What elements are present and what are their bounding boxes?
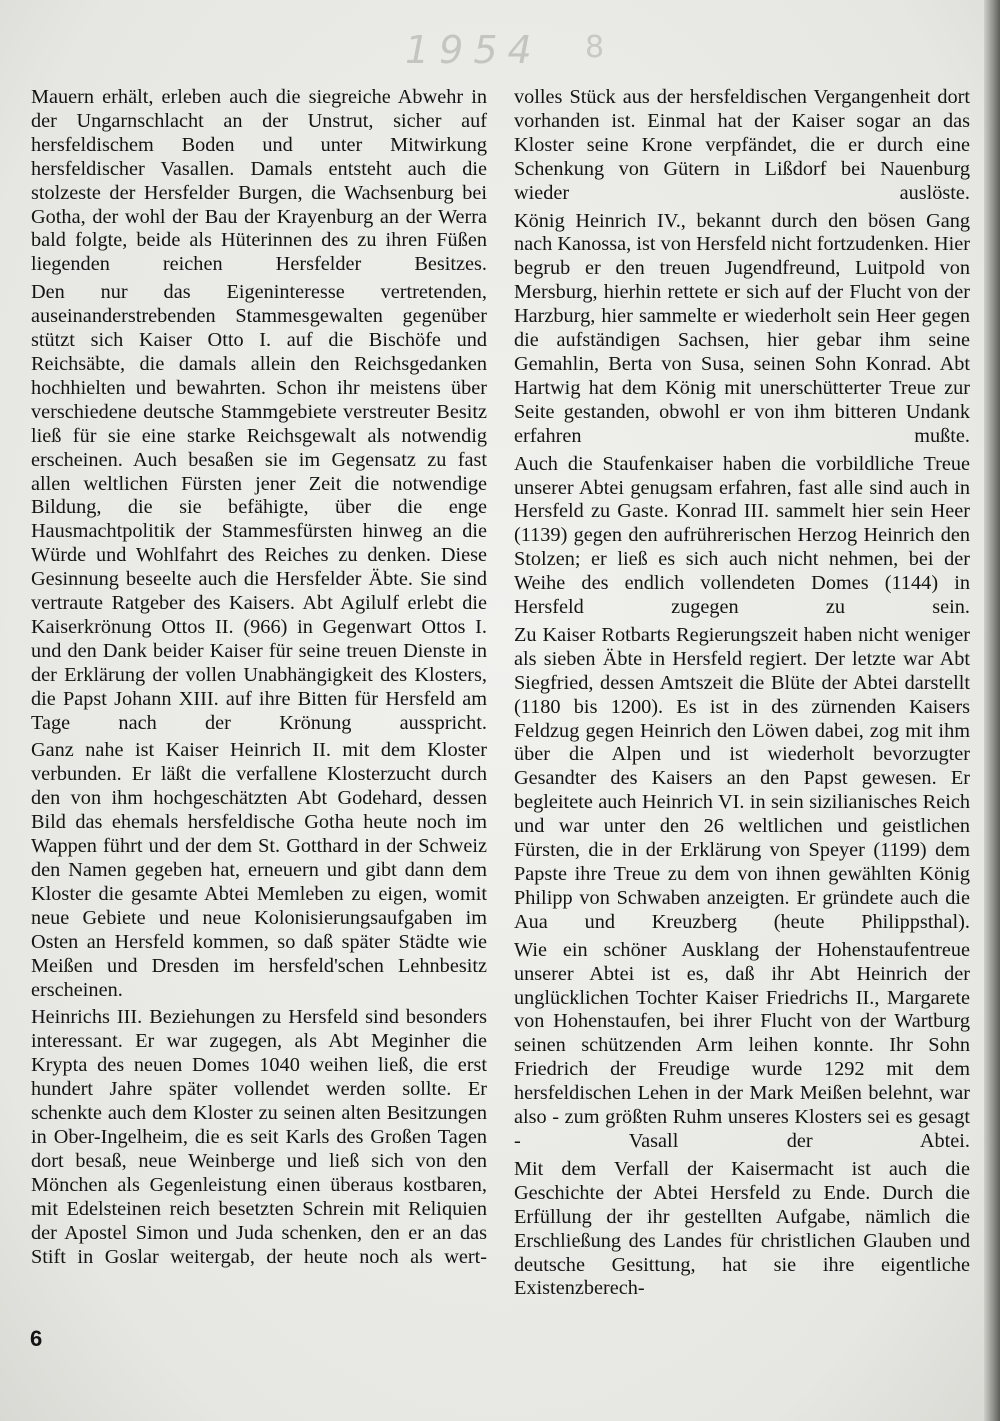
- paragraph: Mauern erhält, erleben auch die siegreiche Abwehr in der Ungarnschlacht an der Unstrut, sicher auf hersfeldischem Boden und unter Mitwirkung hersfeldischer Vasallen. Damals entsteht auch die stolzeste der Hersfelder Burgen, die Wachsenburg bei Gotha, der wohl der Bau der Krayenburg an der Werra bald folgte, beide als Hüterinnen des zu ihren Füßen liegenden reichen Hersfelder Besitzes.: [31, 86, 487, 276]
- paragraph: Den nur das Eigeninteresse vertretenden, auseinanderstrebenden Stammesgewalten gegenüber stützt sich Kaiser Otto I. auf die Bischöfe und Reichsäbte, die damals allein den Reichsgedanken hochhielten und bewahrten. Schon ihr meistens über verschiedene deutsche Stammgebiete verstreuter Besitz ließ für sie eine starke Reichsgewalt als notwendig erscheinen. Auch besaßen sie im Gegensatz zu fast allen weltlichen Fürsten jener Zeit die notwendige Bildung, die sie befähigte, über die enge Hausmachtpolitik der Stammesfürsten hinweg an die Würde und Wohlfahrt des Reiches zu denken. Diese Gesinnung beseelte auch die Hersfelder Äbte. Sie sind vertraute Ratgeber des Kaisers. Abt Agilulf erlebt die Kaiserkrönung Ottos II. (966) in Gegenwart Ottos I. und den Dank beider Kaiser für seine treuen Dienste in der Erklärung der vollen Unabhängigkeit des Klosters, die Papst Johann XIII. auf ihre Bitten für Hersfeld am Tage nach der Krönung ausspricht.: [31, 281, 487, 734]
- paragraph: König Heinrich IV., bekannt durch den bösen Gang nach Kanossa, ist von Hersfeld nicht fortzudenken. Hier begrub er den treuen Jugendfreund, Luitpold von Mersburg, hierhin rettete er sich auf der Flucht von der Harzburg, hier sammelte er wiederholt sein Heer gegen die aufständigen Sachsen, hier gebar ihm seine Gemahlin, Berta von Susa, seinen Sohn Konrad. Abt Hartwig hat dem König mit unerschütterter Treue zur Seite gestanden, obwohl er von ihm bitteren Undank erfahren mußte.: [514, 209, 970, 447]
- faded-stamp: 1954: [405, 28, 542, 72]
- paragraph: Auch die Staufenkaiser haben die vorbildliche Treue unserer Abtei genugsam erfahren, fast alle sind auch in Hersfeld zu Gaste. Konrad III. sammelt hier sein Heer (1139) gegen den aufrührerischen Herzog Heinrich den Stolzen; er ließ es sich auch nicht nehmen, bei der Weihe des endlich vollendeten Domes (1144) in Hersfeld zugegen zu sein.: [514, 452, 970, 619]
- paragraph: volles Stück aus der hersfeldischen Vergangenheit dort vorhanden ist. Einmal hat der Kaiser sogar an das Kloster seine Krone verpfändet, die er durch eine Schenkung von Gütern in Lißdorf bei Nauenburg wieder auslöste.: [514, 86, 970, 204]
- paragraph: Ganz nahe ist Kaiser Heinrich II. mit dem Kloster verbunden. Er läßt die verfallene Klosterzucht durch den von ihm hochgeschätzten Abt Godehard, dessen Bild das ehemals hersfeldische Gotha heute noch im Wappen führt und der dem St. Gotthard in der Schweiz den Namen gegeben hat, erneuern und gibt dann dem Kloster die gesamte Abtei Memleben zu eigen, womit neue Gebiete und neue Kolonisierungsaufgaben im Osten an Hersfeld kommen, so daß später Städte wie Meißen und Dresden im hersfeld'schen Lehnbesitz erscheinen.: [31, 739, 487, 1001]
- page-number: 6: [30, 1326, 43, 1351]
- right-column: [514, 86, 970, 1305]
- paragraph: Wie ein schöner Ausklang der Hohenstaufentreue unserer Abtei ist es, daß ihr Abt Heinrich der unglücklichen Tochter Kaiser Friedrichs II., Margarete von Hohenstaufen, bei ihrer Flucht von der Wartburg seinen schützenden Arm leihen konnte. Ihr Sohn Friedrich der Freudige wurde 1292 mit dem hersfeldischen Lehen in der Mark Meißen belehnt, war also - zum größten Ruhm unseres Klosters sei es gesagt - Vasall der Abtei.: [514, 938, 970, 1152]
- paragraph: Zu Kaiser Rotbarts Regierungszeit haben nicht weniger als sieben Äbte in Hersfeld regiert. Der letzte war Abt Siegfried, dessen Amtszeit die Blüte der Abtei darstellt (1180 bis 1200). Es ist in des zürnenden Kaisers Feldzug gegen Heinrich den Löwen dabei, zog mit ihm über die Alpen und ist wiederholt bevorzugter Gesandter des Kaisers an den Papst gewesen. Er begleitete auch Heinrich VI. in sein sizilianisches Reich und war unter den 26 weltlichen und geistlichen Fürsten, die in der Erklärung von Speyer (1199) dem Papste ihre Treue zu dem von ihnen gewählten König Philipp von Schwaben anzeigten. Er gründete auch die Aua und Kreuzberg (heute Philippsthal).: [514, 623, 970, 933]
- faded-mark: 8: [585, 30, 605, 65]
- left-column: [31, 86, 487, 1273]
- book-binding-edge: [984, 0, 1000, 1421]
- paragraph: Mit dem Verfall der Kaisermacht ist auch die Geschichte der Abtei Hersfeld zu Ende. Durch die Erfüllung der ihr gestellten Aufgabe, nämlich die Erschließung des Landes für christlichen Glauben und deutsche Gesittung, hat sie ihre eigentliche Existenzberech-: [514, 1157, 970, 1300]
- paragraph: Heinrichs III. Beziehungen zu Hersfeld sind besonders interessant. Er war zugegen, als Abt Meginher die Krypta des neuen Domes 1040 weihen ließ, die erst hundert Jahre später vollendet werden sollte. Er schenkte auch dem Kloster zu seinen alten Besitzungen in Ober-Ingelheim, die es seit Karls des Großen Tagen dort besaß, neue Weinberge und ließ sich von den Mönchen als Gegenleistung einen überaus kostbaren, mit Edelsteinen reich besetzten Schrein mit Reliquien der Apostel Simon und Juda schenken, den er an das Stift in Goslar weitergab, der heute noch als wert-: [31, 1006, 487, 1268]
